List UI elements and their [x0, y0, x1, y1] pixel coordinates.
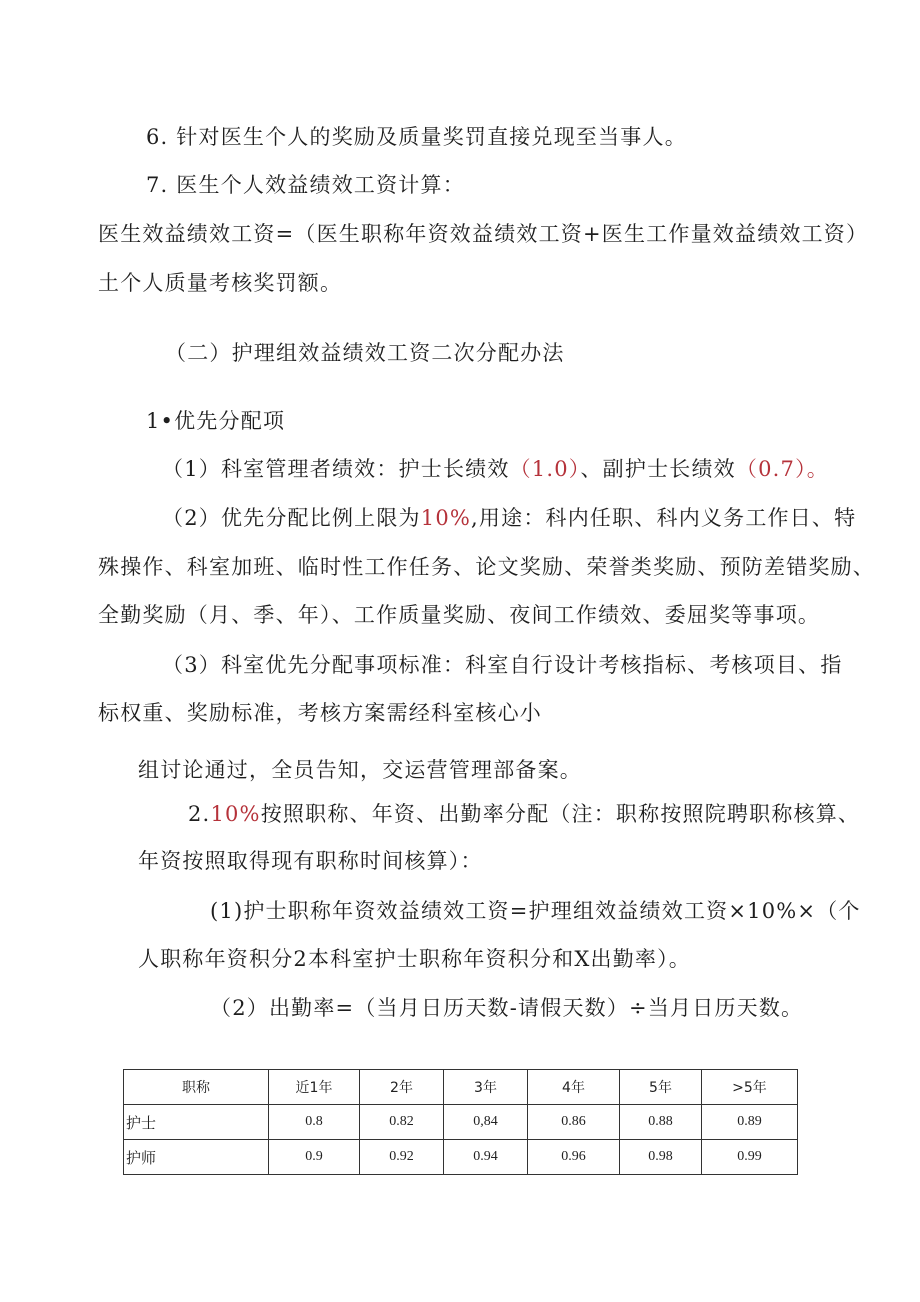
item-1-1-end: 。 — [806, 457, 829, 481]
table-cell: 0,84 — [444, 1105, 528, 1140]
item-1-2-rest: ,用途：科内任职、科内义务工作日、特 — [471, 506, 857, 530]
item-2-1-line-1: (1)护士职称年资效益绩效工资=护理组效益绩效工资×10%×（个 — [210, 899, 861, 923]
header-year-over-5: >5年 — [702, 1070, 798, 1105]
table-row — [124, 1105, 798, 1140]
table-cell: 0.9 — [269, 1140, 360, 1175]
header-year-1: 近1年 — [269, 1070, 360, 1105]
item-1-2-line-2: 殊操作、科室加班、临时性工作任务、论文奖励、荣誉类奖励、预防差错奖励、 — [98, 555, 875, 579]
item-1-1-prefix: （1）科室管理者绩效：护士长绩效 — [162, 457, 510, 481]
item-1-2-line-3: 全勤奖励（月、季、年）、工作质量奖励、夜间工作绩效、委屈奖等事项。 — [98, 603, 821, 627]
table-cell: 0.99 — [702, 1140, 798, 1175]
item-2-2-attendance-formula: （2）出勤率=（当月日历天数-请假天数）÷当月日历天数。 — [210, 996, 804, 1020]
table-cell: 0.89 — [702, 1105, 798, 1140]
priority-ratio-cap: 10% — [420, 506, 472, 530]
item-1-3-line-1: （3）科室优先分配事项标准：科室自行设计考核指标、考核项目、指 — [162, 653, 843, 677]
header-year-2: 2年 — [360, 1070, 444, 1105]
seniority-coefficient-table — [123, 1069, 798, 1175]
item-1-2-prefix: （2）优先分配比例上限为 — [162, 506, 421, 530]
item-1-1 — [162, 454, 829, 484]
paragraph-7: 7. 医生个人效益绩效工资计算： — [146, 173, 465, 197]
table-cell: 0.94 — [444, 1140, 528, 1175]
item-1-3-line-2: 标权重、奖励标准，考核方案需经科室核心小 — [98, 701, 542, 725]
table-cell: 0.86 — [528, 1105, 620, 1140]
table-header-row — [124, 1070, 798, 1105]
item-2-pct: 10% — [210, 802, 261, 826]
item-2-rest: 按照职称、年资、出勤率分配（注：职称按照院聘职称核算、 — [260, 802, 861, 826]
table-cell: 0.92 — [360, 1140, 444, 1175]
table-row — [124, 1140, 798, 1175]
item-2-line-1 — [188, 799, 860, 829]
section-2-heading: （二）护理组效益绩效工资二次分配办法 — [165, 341, 565, 365]
row-label-senior-nurse: 护师 — [124, 1140, 269, 1175]
header-year-5: 5年 — [620, 1070, 702, 1105]
item-2-prefix: 2. — [188, 802, 211, 826]
table-cell: 0.82 — [360, 1105, 444, 1140]
header-year-3: 3年 — [444, 1070, 528, 1105]
item-1-title: 1•优先分配项 — [146, 409, 286, 433]
item-1-1-mid: 、副护士长绩效 — [580, 457, 736, 481]
head-nurse-coefficient: （1.0） — [509, 457, 581, 481]
item-1-3-line-3: 组讨论通过，全员告知，交运营管理部备案。 — [138, 758, 582, 782]
table-cell: 0.8 — [269, 1105, 360, 1140]
table-cell: 0.98 — [620, 1140, 702, 1175]
formula-line-1: 医生效益绩效工资=（医生职称年资效益绩效工资+医生工作量效益绩效工资） — [98, 222, 869, 246]
formula-line-2: 土个人质量考核奖罚额。 — [98, 271, 343, 295]
item-2-1-line-2: 人职称年资积分2本科室护士职称年资积分和X出勤率）。 — [138, 947, 692, 971]
header-year-4: 4年 — [528, 1070, 620, 1105]
table-cell: 0.96 — [528, 1140, 620, 1175]
deputy-head-nurse-coefficient: （0.7） — [735, 457, 807, 481]
paragraph-6: 6. 针对医生个人的奖励及质量奖罚直接兑现至当事人。 — [146, 125, 687, 149]
item-2-line-2: 年资按照取得现有职称时间核算）： — [138, 849, 483, 873]
row-label-nurse: 护士 — [124, 1105, 269, 1140]
header-title: 职称 — [124, 1070, 269, 1105]
table-cell: 0.88 — [620, 1105, 702, 1140]
item-1-2-line-1 — [162, 503, 856, 533]
